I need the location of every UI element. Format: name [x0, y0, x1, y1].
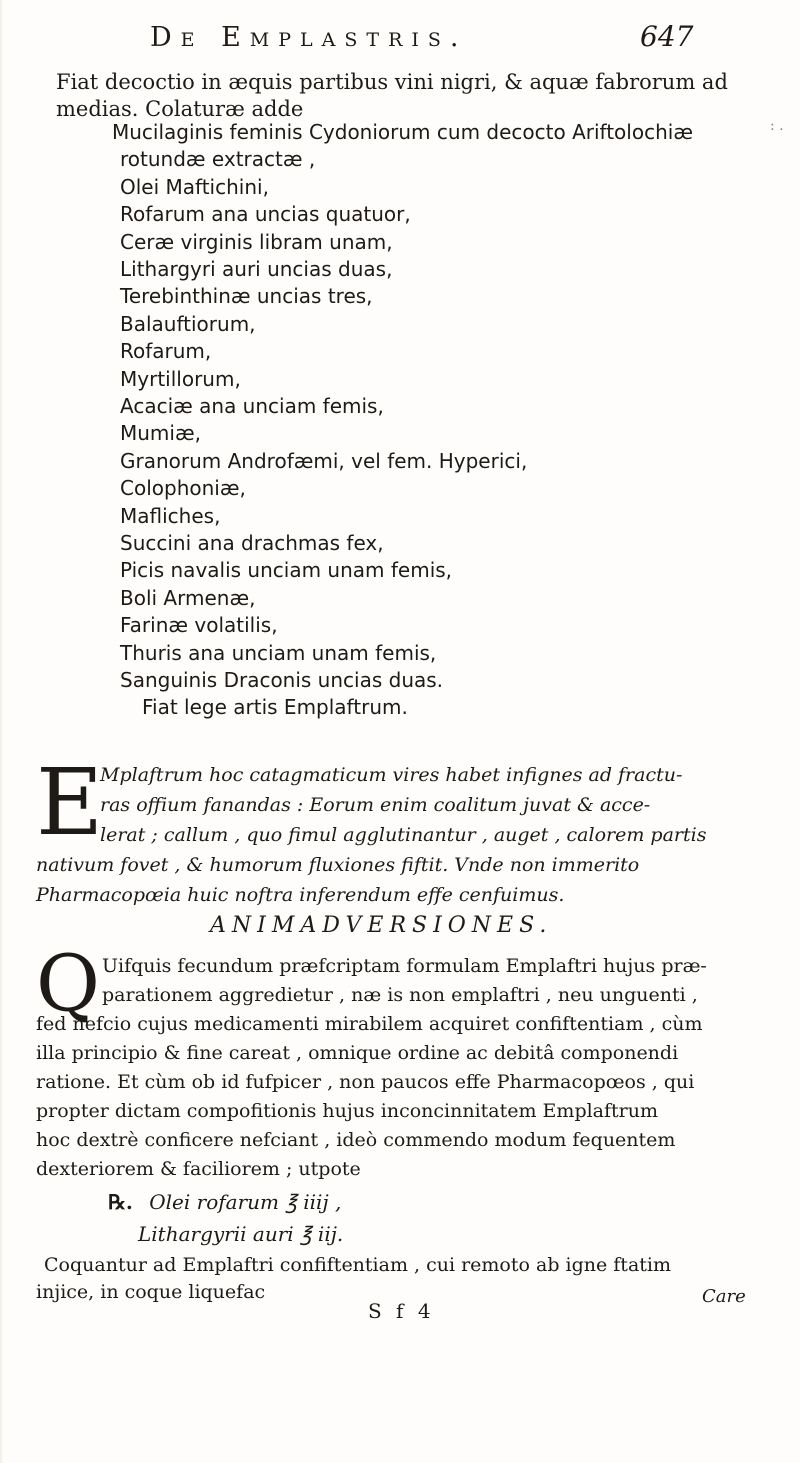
animadversio-line: propter dictam compofitionis hujus inconcinnitatem Emplaftrum: [36, 1100, 659, 1122]
animadversio-line: Uifquis fecundum præfcriptam formulam Emplaftri hujus præ-: [102, 955, 707, 977]
ingredient-line: Olei Maftichini,: [120, 174, 269, 199]
recipe-symbol-icon: ℞.: [108, 1190, 133, 1214]
ingredient-line: Picis navalis unciam unam femis,: [120, 558, 453, 583]
ingredient-line: Acaciæ ana unciam femis,: [120, 394, 384, 418]
recipe-line: [108, 1190, 341, 1214]
ingredient-line: Lithargyri auri uncias duas,: [120, 257, 393, 281]
ingredient-line: Mumiæ,: [120, 421, 201, 446]
ingredient-line: Colophoniæ,: [120, 476, 246, 501]
page-edge-shadow: [0, 0, 3, 1463]
ingredient-line: Myrtillorum,: [120, 366, 241, 391]
commentary-line: lerat ; callum , quo fimul agglutinantur , auget , calorem partis: [100, 824, 707, 846]
recipe-line-text: Olei rofarum ℥ iiij ,: [149, 1190, 342, 1214]
signature-mark: S f 4: [368, 1299, 435, 1323]
ingredient-line: rotundæ extractæ ,: [120, 147, 316, 172]
ingredient-line: Thuris ana unciam unam femis,: [120, 640, 437, 665]
ingredient-line: Mucilaginis feminis Cydoniorum cum decocto Ariftolochiæ: [112, 120, 693, 144]
ingredient-line: Rofarum,: [120, 339, 212, 364]
animadversio-line: ratione. Et cùm ob id fufpicer , non paucos effe Pharmacopœos , qui: [36, 1071, 695, 1093]
animadversio-line: illa principio & fine careat , omnique ordine ac debitâ componendi: [36, 1042, 679, 1064]
ingredient-line: Balauftiorum,: [120, 311, 256, 336]
ingredient-line: Fiat lege artis Emplaftrum.: [142, 695, 408, 720]
margin-speck: : .: [770, 118, 784, 134]
ingredient-line: Boli Armenæ,: [120, 585, 256, 610]
commentary-line: Mplaftrum hoc catagmaticum vires habet infignes ad fractu-: [100, 764, 683, 786]
intro-line: Fiat decoctio in æquis partibus vini nigri, & aquæ fabrorum ad: [56, 70, 728, 94]
commentary-line: ras offium fanandas : Eorum enim coalitum juvat & acce-: [100, 794, 651, 816]
ingredient-line: Sanguinis Draconis uncias duas.: [120, 668, 444, 692]
closing-line: Coquantur ad Emplaftri confiftentiam , cui remoto ab igne ftatim: [44, 1254, 671, 1276]
dropcap-e: E: [36, 749, 104, 856]
running-head: De Emplastris.: [150, 22, 468, 53]
animadversio-line: parationem aggredietur , næ is non emplaftri , neu unguenti ,: [102, 984, 698, 1006]
animadversio-line: dexteriorem & faciliorem ; utpote: [36, 1158, 361, 1180]
ingredient-line: Mafliches,: [120, 503, 221, 528]
intro-line: medias. Colaturæ adde: [56, 97, 304, 121]
closing-line: injice, in coque liquefac: [36, 1281, 266, 1303]
ingredient-line: Succini ana drachmas fex,: [120, 531, 384, 555]
commentary-line: nativum fovet , & humorum fluxiones fiftit. Vnde non immerito: [36, 854, 640, 876]
ingredient-line: Granorum Androfæmi, vel fem. Hyperici,: [120, 448, 528, 473]
commentary-line: Pharmacopœia huic noftra inferendum effe cenfuimus.: [36, 884, 565, 906]
catchword: Care: [702, 1286, 746, 1307]
dropcap-q: Q: [36, 939, 100, 1029]
animadversio-line: fed nefcio cujus medicamenti mirabilem acquiret confiftentiam , cùm: [36, 1013, 703, 1035]
recipe-line: Lithargyrii auri ℥ iij.: [138, 1222, 344, 1246]
ingredient-line: Terebinthinæ uncias tres,: [120, 284, 373, 309]
section-heading: ANIMADVERSIONES.: [210, 913, 553, 938]
ingredient-line: Rofarum ana uncias quatuor,: [120, 202, 411, 227]
ingredient-line: Farinæ volatilis,: [120, 613, 278, 638]
ingredient-line: Ceræ virginis libram unam,: [120, 229, 393, 254]
page-number: 647: [640, 20, 694, 53]
animadversio-line: hoc dextrè conficere nefciant , ideò commendo modum fequentem: [36, 1129, 676, 1151]
